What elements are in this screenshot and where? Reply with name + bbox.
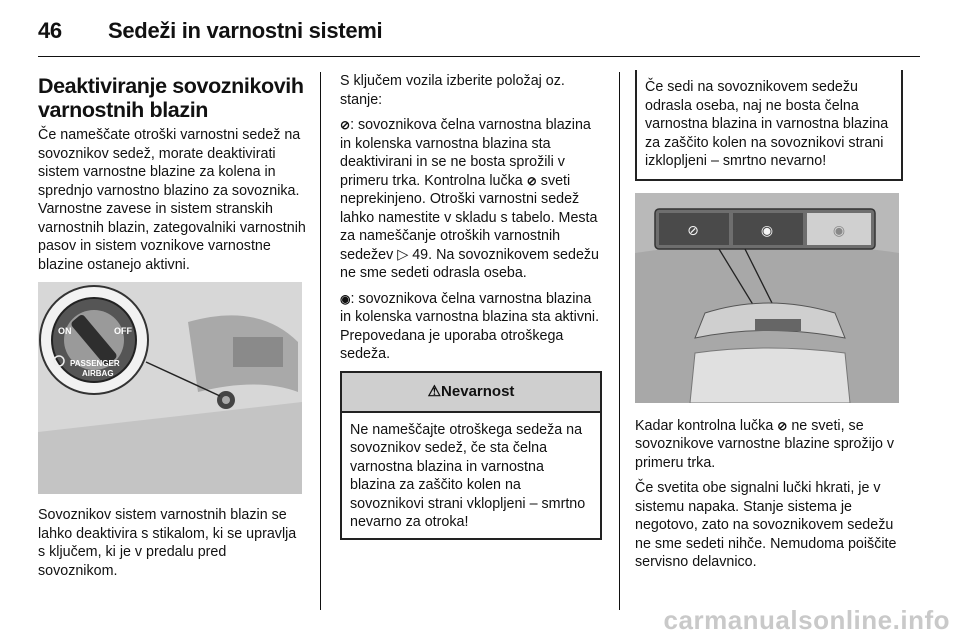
column-2 bbox=[340, 72, 602, 540]
indicator-off-paragraph: Kadar kontrolna lučka ⊘ ne sveti, se sovoznikove varnostne blazine sprožijo v primeru trka. bbox=[635, 417, 895, 471]
airbag-off-indicator-icon: ⊘ bbox=[526, 173, 537, 188]
svg-text:◉: ◉ bbox=[760, 222, 774, 239]
column-divider-2 bbox=[619, 72, 620, 610]
airbag-off-icon: ⊘ bbox=[340, 118, 351, 132]
warning-triangle-icon: ⚠ bbox=[427, 382, 442, 400]
airbag-off-paragraph: ⊘: sovoznikova čelna varnostna blazina in kolenska varnostna blazina sta deaktivirani in se ne bosta sprožili v primeru trka. Kontrolna lučka ⊘ sveti neprekinjeno. Otroški varnostni sedež lahko namestite v skladu s tabelo. Mesta za nameščanje otroških varnostnih sedežev ▷ 49. Na sovoznikovem sedežu ne sme sedeti odrasla oseba. bbox=[340, 117, 600, 281]
switch-label-passenger: PASSENGER bbox=[70, 359, 120, 368]
danger-note-text: Če sedi na sovoznikovem sedežu odrasla oseba, naj ne bosta čelna varnostna blazina in varnostna blazina za zaščito kolen na sovoznikovi strani izklopljeni – smrtno nevarno! bbox=[645, 79, 889, 169]
select-position-text: S ključem vozila izberite položaj oz. stanje: bbox=[340, 73, 565, 108]
column-divider-1 bbox=[320, 72, 321, 610]
watermark: carmanualsonline.info bbox=[663, 605, 950, 635]
danger-box bbox=[340, 371, 602, 540]
airbag-off-indicator-icon-2: ⊘ bbox=[777, 418, 788, 433]
danger-body bbox=[342, 413, 600, 538]
page-ref-arrow-icon: ▷ bbox=[397, 246, 409, 263]
switch-label-airbag: AIRBAG bbox=[82, 369, 114, 378]
switch-off-label: OFF bbox=[114, 326, 132, 336]
airbag-on-paragraph: ◉: sovoznikova čelna varnostna blazina in kolenska varnostna blazina sta aktivni. Prepovedana je uporaba otroškega sedeža. bbox=[340, 290, 600, 362]
section-title: Deaktiviranje sovoznikovih varnostnih blazin bbox=[38, 74, 304, 122]
intro-paragraph: Če nameščate otroški varnostni sedež na sovoznikov sedež, morate deaktivirati sistem varnostne blazine za kolena in sprednjo varnostno blazino za sovoznika. Varnostne zavese in sistem stranskih varnostnih blazin, zategovalniki varnostnih pasov in sistem voznikove varnostne blazine ostanejo aktivni. bbox=[38, 127, 306, 273]
danger-header bbox=[342, 373, 600, 413]
overhead-console-illustration bbox=[635, 193, 899, 403]
indicator-lights-figure bbox=[635, 193, 899, 403]
svg-text:◉: ◉ bbox=[832, 222, 846, 239]
column-1 bbox=[38, 72, 306, 587]
danger-note-box bbox=[635, 70, 903, 181]
page-number: 46 bbox=[38, 18, 62, 43]
airbag-switch-figure bbox=[38, 282, 302, 494]
airbag-on-icon: ◉ bbox=[340, 291, 351, 306]
svg-text:⊘: ⊘ bbox=[687, 222, 699, 239]
glovebox-illustration bbox=[38, 282, 302, 494]
column-3 bbox=[635, 72, 903, 579]
figure-caption: Sovoznikov sistem varnostnih blazin se lahko deaktivira s stikalom, ki se upravlja s ključem, ki je v predalu pred sovoznikom. bbox=[38, 507, 297, 579]
danger-text: Ne nameščajte otroškega sedeža na sovoznikov sedež, če sta čelna varnostna blazina in varnostna blazina za zaščito kolen na sovoznikovi strani vklopljeni – smrtno nevarno za otroka! bbox=[350, 421, 586, 530]
fault-paragraph: Če svetita obe signalni lučki hkrati, je v sistemu napaka. Stanje sistema je negotovo, zato na sovoznikovem sedežu ne sme sedeti nihče. Nemudoma poiščite servisno delavnico. bbox=[635, 480, 897, 570]
page-reference[interactable]: 49. bbox=[412, 246, 433, 263]
header-rule bbox=[38, 56, 920, 57]
switch-on-label: ON bbox=[58, 326, 72, 336]
page-title: Sedeži in varnostni sistemi bbox=[108, 18, 383, 43]
danger-title: Nevarnost bbox=[441, 382, 515, 400]
